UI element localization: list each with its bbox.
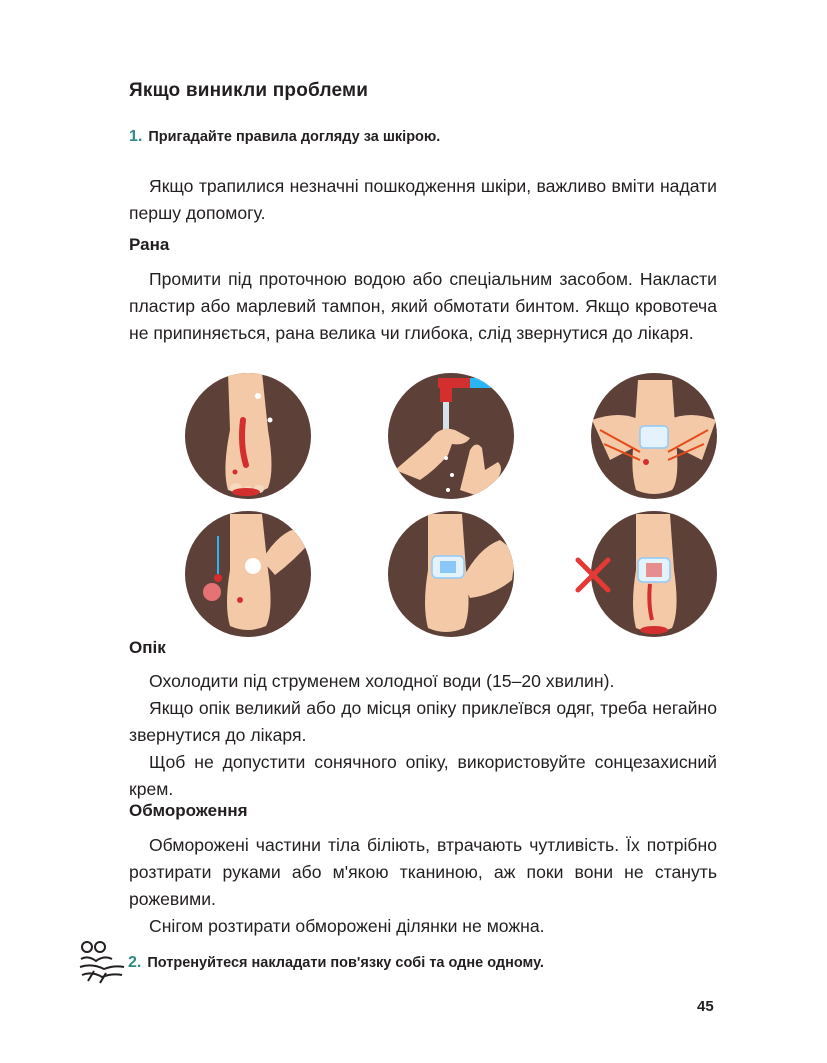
page-number: 45 bbox=[697, 998, 714, 1015]
burn-text-2: Якщо опік великий або до місця опіку приклеївся одяг, треба негайно звернутися до лікаря. bbox=[129, 698, 717, 745]
burn-title: Опік bbox=[129, 638, 166, 657]
burn-text-1: Охолодити під струменем холодної води (15–20 хвилин). bbox=[149, 671, 615, 691]
frostbite-title: Обмороження bbox=[129, 801, 248, 820]
frostbite-text-2: Снігом розтирати обморожені ділянки не можна. bbox=[149, 916, 545, 936]
intro-text: Якщо трапилися незначні пошкодження шкіри, важливо вміти надати першу допомогу. bbox=[129, 176, 717, 223]
section-heading: Якщо виникли проблеми bbox=[129, 80, 369, 101]
illustration-bleeding-foot bbox=[185, 372, 311, 499]
wound-title: Рана bbox=[129, 235, 170, 254]
illustration-washing-under-tap bbox=[388, 373, 514, 500]
illustration-applying-gauze bbox=[591, 373, 717, 499]
burn-paragraphs bbox=[129, 668, 717, 803]
illustration-disinfecting-wound bbox=[185, 511, 312, 637]
illustration-applying-plaster bbox=[388, 511, 516, 637]
task-2 bbox=[128, 954, 544, 972]
burn-text-3: Щоб не допустити сонячного опіку, використовуйте сонцезахисний крем. bbox=[129, 752, 717, 799]
illustration-incorrect-bandage bbox=[578, 511, 717, 637]
task-2-text: Потренуйтеся накладати пов'язку собі та одне одному. bbox=[147, 955, 544, 971]
pair-work-icon bbox=[78, 941, 126, 985]
task-2-number: 2. bbox=[128, 954, 142, 971]
task-1-number: 1. bbox=[129, 128, 143, 145]
wound-text: Промити під проточною водою або спеціальним засобом. Накласти пластир або марлевий тампон, який обмотати бинтом. Якщо кровотеча не припиняється, рана велика чи глибока, слід звернутися до лікаря. bbox=[129, 269, 717, 343]
frostbite-text-1: Обморожені частини тіла біліють, втрачають чутливість. Їх потрібно розтирати руками або м'якою тканиною, аж поки вони не стануть рожевими. bbox=[129, 835, 717, 909]
frostbite-paragraphs bbox=[129, 832, 717, 940]
task-1-text: Пригадайте правила догляду за шкірою. bbox=[148, 129, 441, 145]
